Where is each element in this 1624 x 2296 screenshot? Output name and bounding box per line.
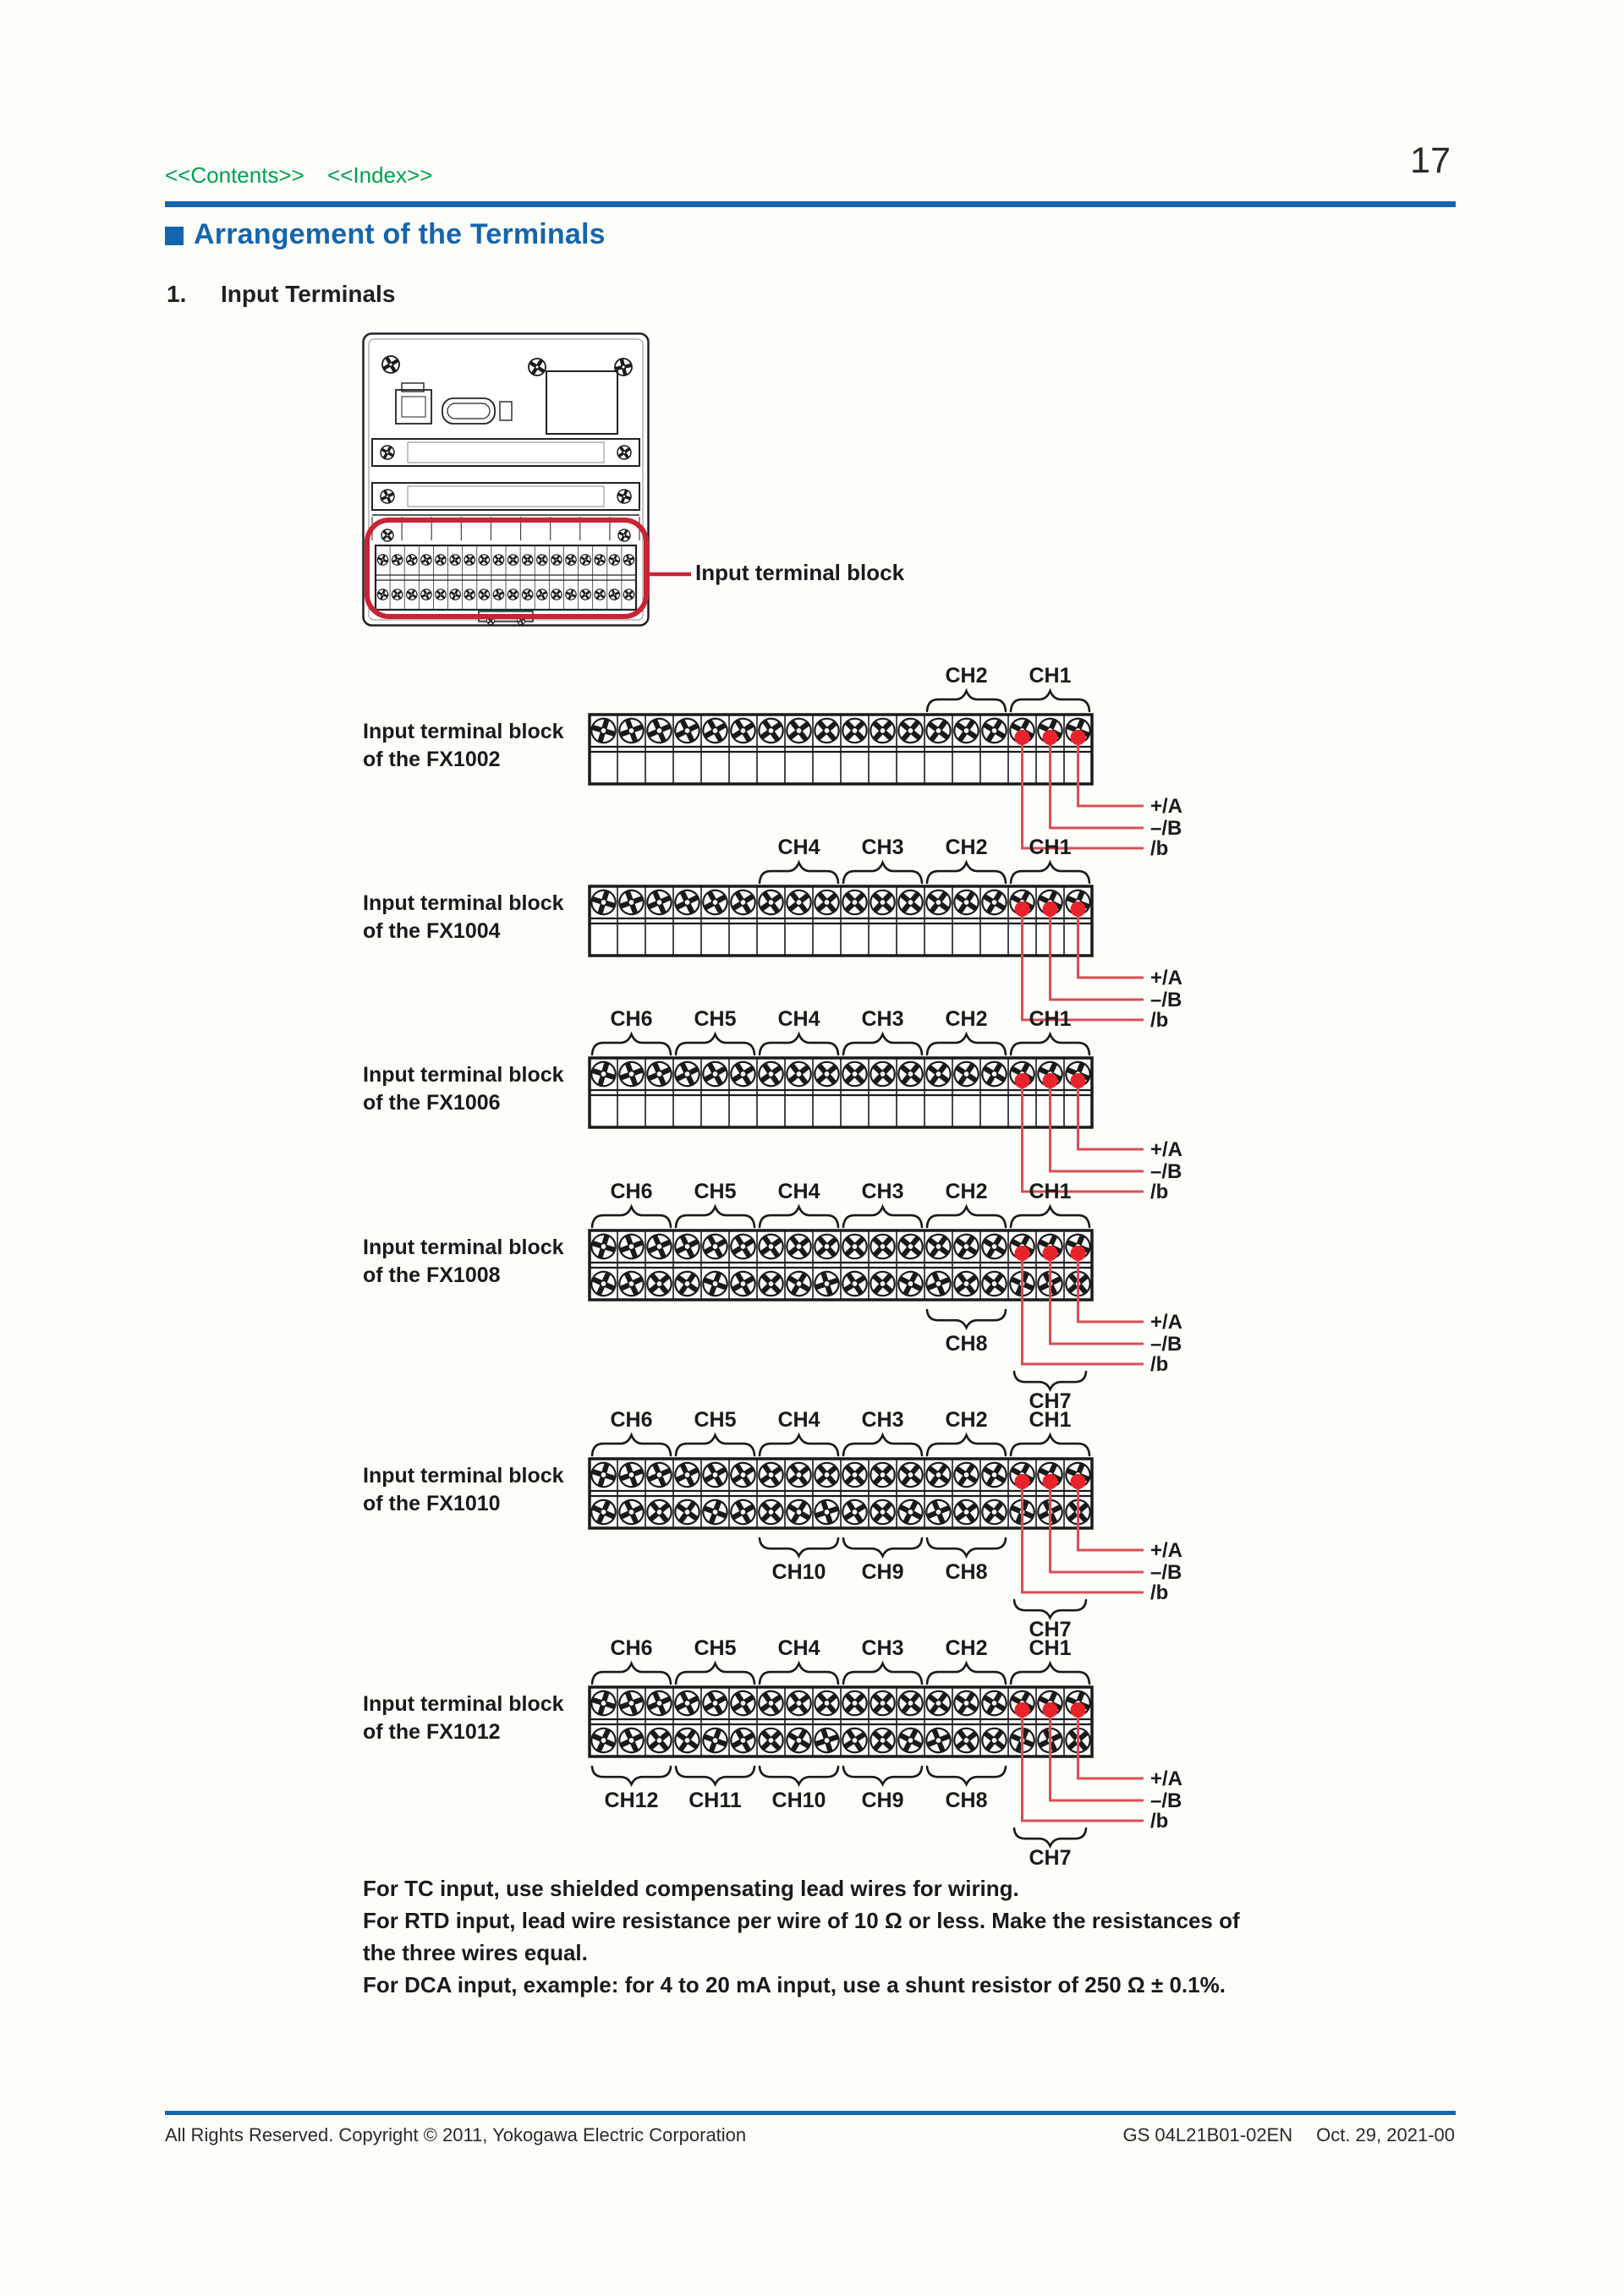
channel-bracket: [676, 1767, 754, 1784]
channel-label: CH10: [771, 1789, 826, 1812]
channel-bracket: [760, 1767, 838, 1784]
terminal-diagram-fx1008: [587, 1180, 1182, 1413]
channel-bracket: [1011, 1663, 1089, 1684]
terminal-wire-label: –/B: [1150, 1333, 1182, 1356]
channel-label: CH7: [1029, 1846, 1072, 1870]
screw-icon: [842, 890, 867, 915]
channel-label: CH8: [945, 1560, 988, 1584]
screw-icon: [381, 529, 393, 541]
doc-number: GS 04L21B01-02EN: [1122, 2124, 1293, 2145]
diagram-label-line2: of the FX1002: [363, 748, 501, 771]
screw-icon: [897, 718, 924, 744]
channel-label: CH1: [1029, 1408, 1072, 1432]
note-line: For RTD input, lead wire resistance per wire of 10 Ω or less. Make the resistances of: [363, 1908, 1240, 1933]
channel-label: CH1: [1029, 1636, 1072, 1660]
terminal-dot: [1043, 1246, 1058, 1261]
terminal-dot: [1015, 901, 1030, 917]
channel-label: CH3: [861, 836, 904, 859]
channel-bracket: [592, 1663, 671, 1684]
note-line: For DCA input, example: for 4 to 20 mA input, use a shunt resistor of 250 Ω ± 0.1%.: [363, 1972, 1226, 1997]
channel-label: CH5: [694, 1180, 737, 1203]
channel-bracket: [592, 1207, 671, 1227]
header-rule: [165, 201, 1456, 207]
terminal-wire-label: /b: [1150, 1009, 1169, 1032]
terminal-dot: [1071, 901, 1086, 917]
terminal-strip: [587, 1230, 1094, 1300]
channel-bracket: [927, 1310, 1006, 1328]
channel-label: CH7: [1029, 1618, 1072, 1641]
channel-label: CH9: [861, 1789, 904, 1812]
channel-label: CH3: [861, 1180, 904, 1203]
diagram-label: [363, 1061, 564, 1117]
screw-icon: [897, 1234, 924, 1260]
screw-icon: [508, 555, 518, 566]
terminal-dot: [1015, 1246, 1030, 1261]
screw-icon: [870, 1234, 895, 1258]
channel-bracket: [843, 1767, 922, 1784]
page-title: Arrangement of the Terminals: [194, 218, 606, 250]
screw-icon: [870, 1499, 896, 1525]
terminal-wire-label: –/B: [1150, 989, 1182, 1011]
terminal-wire-label: +/A: [1150, 967, 1183, 989]
section-number: 1.: [167, 281, 187, 307]
channel-bracket: [843, 863, 922, 883]
screw-icon: [897, 890, 924, 916]
channel-label: CH6: [610, 1408, 653, 1432]
diagram-label: [363, 718, 564, 774]
channel-label: CH4: [777, 1408, 820, 1432]
terminal-dot: [1043, 1474, 1058, 1489]
channel-bracket: [676, 1663, 754, 1684]
terminal-wire-label: +/A: [1150, 1138, 1183, 1161]
screw-icon: [870, 890, 895, 914]
channel-label: CH3: [861, 1636, 904, 1660]
diagram-label-line1: Input terminal block: [363, 1236, 564, 1259]
screw-icon: [870, 1061, 895, 1086]
terminal-dot: [1043, 730, 1058, 745]
channel-label: CH8: [945, 1789, 988, 1812]
channel-bracket: [676, 1435, 754, 1455]
channel-bracket: [843, 1663, 922, 1684]
channel-label: CH6: [610, 1180, 653, 1203]
screw-icon: [842, 1463, 867, 1488]
terminal-diagram-fx1012: [587, 1636, 1182, 1870]
screw-icon: [814, 1234, 839, 1259]
terminal-wire-label: +/A: [1150, 1311, 1183, 1334]
screw-icon: [870, 1271, 896, 1296]
screw-icon: [897, 1690, 924, 1717]
diagram-label-line2: of the FX1008: [363, 1263, 501, 1287]
screw-icon: [870, 1728, 896, 1753]
terminal-wire-label: –/B: [1150, 1160, 1182, 1183]
channel-bracket: [676, 1207, 754, 1227]
terminal-wire-label: +/A: [1150, 1539, 1183, 1562]
contents-link[interactable]: <<Contents>>: [165, 162, 304, 188]
screw-icon: [551, 589, 562, 600]
diagram-label-line2: of the FX1006: [363, 1091, 501, 1115]
channel-bracket: [760, 1663, 838, 1684]
channel-label: CH5: [694, 1007, 737, 1031]
terminal-dot: [1071, 1073, 1086, 1088]
channel-bracket: [1011, 1034, 1089, 1055]
diagram-label: [363, 1234, 564, 1290]
channel-bracket: [676, 1034, 754, 1055]
screw-icon: [842, 1691, 867, 1716]
terminal-wire-label: /b: [1150, 1353, 1169, 1376]
channel-label: CH10: [771, 1560, 826, 1584]
channel-label: CH2: [945, 1408, 988, 1432]
terminal-dot: [1071, 1702, 1086, 1718]
channel-bracket: [592, 1034, 671, 1055]
channel-label: CH7: [1029, 1389, 1072, 1413]
channel-bracket: [843, 1034, 922, 1055]
channel-bracket: [927, 1435, 1006, 1455]
terminal-strip: [587, 886, 1094, 956]
channel-label: CH2: [945, 1636, 988, 1660]
channel-bracket: [1011, 1207, 1089, 1227]
channel-label: CH5: [694, 1408, 737, 1432]
channel-label: CH9: [861, 1560, 904, 1584]
terminal-wire-label: –/B: [1150, 1561, 1182, 1584]
terminal-diagram-fx1010: [587, 1408, 1182, 1641]
screw-icon: [646, 1499, 672, 1526]
terminal-dot: [1043, 901, 1058, 917]
screw-icon: [436, 589, 447, 600]
screw-icon: [392, 589, 403, 600]
terminal-strip: [587, 715, 1094, 784]
channel-label: CH1: [1029, 836, 1072, 859]
screw-icon: [870, 1462, 895, 1487]
channel-bracket: [760, 1207, 838, 1227]
screw-icon: [623, 589, 634, 600]
index-link[interactable]: <<Index>>: [327, 162, 433, 188]
channel-bracket: [760, 863, 838, 883]
screw-icon: [870, 1690, 895, 1715]
diagram-label-line2: of the FX1004: [363, 919, 501, 943]
screw-icon: [759, 1729, 783, 1753]
title-bullet-square: [165, 227, 184, 245]
channel-bracket: [843, 1207, 922, 1227]
channel-bracket: [1014, 1372, 1086, 1389]
channel-label: CH3: [861, 1408, 904, 1432]
terminal-dot: [1071, 1246, 1086, 1261]
diagram-label-line1: Input terminal block: [363, 720, 564, 743]
device-callout-label: Input terminal block: [695, 560, 905, 585]
page-number: 17: [1410, 140, 1451, 181]
channel-label: CH2: [945, 1180, 988, 1203]
screw-icon: [814, 718, 839, 743]
terminal-dot: [1043, 1702, 1058, 1718]
screw-icon: [646, 1271, 672, 1297]
diagram-label-line2: of the FX1010: [363, 1492, 501, 1515]
screw-icon: [842, 719, 867, 743]
channel-label: CH11: [689, 1789, 742, 1812]
channel-bracket: [927, 1767, 1006, 1784]
diagram-label-line1: Input terminal block: [363, 891, 564, 915]
document-id: [1100, 2124, 1455, 2146]
terminal-diagram-fx1006: [587, 1007, 1182, 1203]
screw-icon: [814, 1462, 839, 1488]
screw-icon: [646, 1728, 672, 1754]
doc-date: Oct. 29, 2021-00: [1316, 2124, 1455, 2145]
screw-icon: [897, 1462, 924, 1488]
copyright-text: All Rights Reserved. Copyright © 2011, Yokogawa Electric Corporation: [165, 2124, 747, 2145]
channel-label: CH6: [610, 1636, 653, 1660]
channel-label: CH8: [945, 1332, 988, 1356]
channel-bracket: [592, 1435, 671, 1455]
terminal-strip: [587, 1058, 1094, 1127]
screw-icon: [814, 890, 839, 915]
screw-icon: [508, 589, 518, 600]
channel-bracket: [760, 1538, 838, 1556]
channel-label: CH2: [945, 664, 988, 688]
terminal-wire-label: –/B: [1150, 817, 1182, 840]
terminal-wire-label: /b: [1150, 837, 1169, 860]
screw-icon: [479, 554, 490, 565]
channel-label: CH5: [694, 1636, 737, 1660]
page-title-row: [165, 218, 606, 251]
channel-bracket: [592, 1767, 671, 1784]
terminal-strip: [587, 1459, 1094, 1528]
terminal-wire-label: /b: [1150, 1181, 1169, 1203]
channel-label: CH2: [945, 1007, 988, 1031]
channel-bracket: [927, 1538, 1006, 1556]
channel-label: CH4: [777, 1180, 820, 1203]
terminal-wire-label: /b: [1150, 1581, 1169, 1604]
diagram-label-line2: of the FX1012: [363, 1720, 501, 1744]
channel-bracket: [927, 863, 1006, 883]
channel-bracket: [1011, 1435, 1089, 1455]
terminal-wire-label: +/A: [1150, 1767, 1183, 1790]
channel-label: CH3: [861, 1007, 904, 1031]
device-rear-view: [364, 334, 649, 626]
screw-icon: [493, 555, 504, 566]
section-heading-label: Input Terminals: [221, 281, 396, 307]
channel-bracket: [927, 691, 1006, 711]
terminal-diagram-fx1004: [587, 836, 1182, 1032]
channel-bracket: [760, 1034, 838, 1055]
channel-label: CH4: [777, 1007, 820, 1031]
terminal-dot: [1071, 1474, 1086, 1489]
terminal-dot: [1071, 730, 1086, 745]
terminal-dot: [1015, 730, 1030, 745]
terminal-wire-label: +/A: [1150, 795, 1183, 818]
breadcrumb: [165, 162, 449, 189]
diagram-label-line1: Input terminal block: [363, 1063, 564, 1087]
screw-icon: [842, 1062, 867, 1087]
screw-icon: [522, 554, 533, 565]
terminal-dot: [1043, 1073, 1058, 1088]
channel-label: CH6: [610, 1007, 653, 1031]
channel-bracket: [927, 1034, 1006, 1055]
screw-icon: [842, 1235, 867, 1259]
channel-bracket: [1014, 1600, 1086, 1618]
channel-bracket: [1011, 863, 1089, 883]
channel-bracket: [1014, 1828, 1086, 1846]
channel-bracket: [843, 1538, 922, 1556]
diagram-label: [363, 1462, 564, 1518]
screw-icon: [814, 1061, 839, 1087]
section-heading: [167, 281, 395, 308]
terminal-dot: [1015, 1702, 1030, 1718]
channel-bracket: [760, 1435, 838, 1455]
channel-bracket: [927, 1663, 1006, 1684]
channel-bracket: [927, 1207, 1006, 1227]
note-line: For TC input, use shielded compensating lead wires for wiring.: [363, 1876, 1019, 1901]
channel-label: CH1: [1029, 1007, 1072, 1031]
diagram-label: [363, 1690, 564, 1746]
channel-label: CH1: [1029, 664, 1072, 688]
terminal-strip: [587, 1687, 1094, 1756]
device-input-terminal-block: [376, 545, 636, 610]
diagram-label-line1: Input terminal block: [363, 1464, 564, 1488]
terminal-wire-label: /b: [1150, 1810, 1169, 1833]
terminal-dot: [1015, 1474, 1030, 1489]
screw-icon: [814, 1690, 839, 1716]
screw-icon: [897, 1061, 924, 1088]
screw-icon: [759, 1500, 783, 1525]
screw-icon: [870, 718, 895, 743]
note-line: the three wires equal.: [363, 1940, 588, 1965]
channel-label: CH1: [1029, 1180, 1072, 1203]
channel-label: CH4: [777, 836, 820, 859]
terminal-wire-label: –/B: [1150, 1789, 1182, 1812]
terminal-dot: [1015, 1073, 1030, 1088]
channel-label: CH2: [945, 836, 988, 859]
terminal-diagram-fx1002: [587, 664, 1182, 860]
screw-icon: [759, 1272, 783, 1296]
channel-bracket: [1011, 691, 1089, 711]
diagram-label: [363, 890, 564, 945]
channel-label: CH12: [604, 1789, 659, 1812]
footer-rule: [165, 2111, 1456, 2115]
channel-bracket: [843, 1435, 922, 1455]
diagram-label-line1: Input terminal block: [363, 1692, 564, 1716]
channel-label: CH4: [777, 1636, 820, 1660]
